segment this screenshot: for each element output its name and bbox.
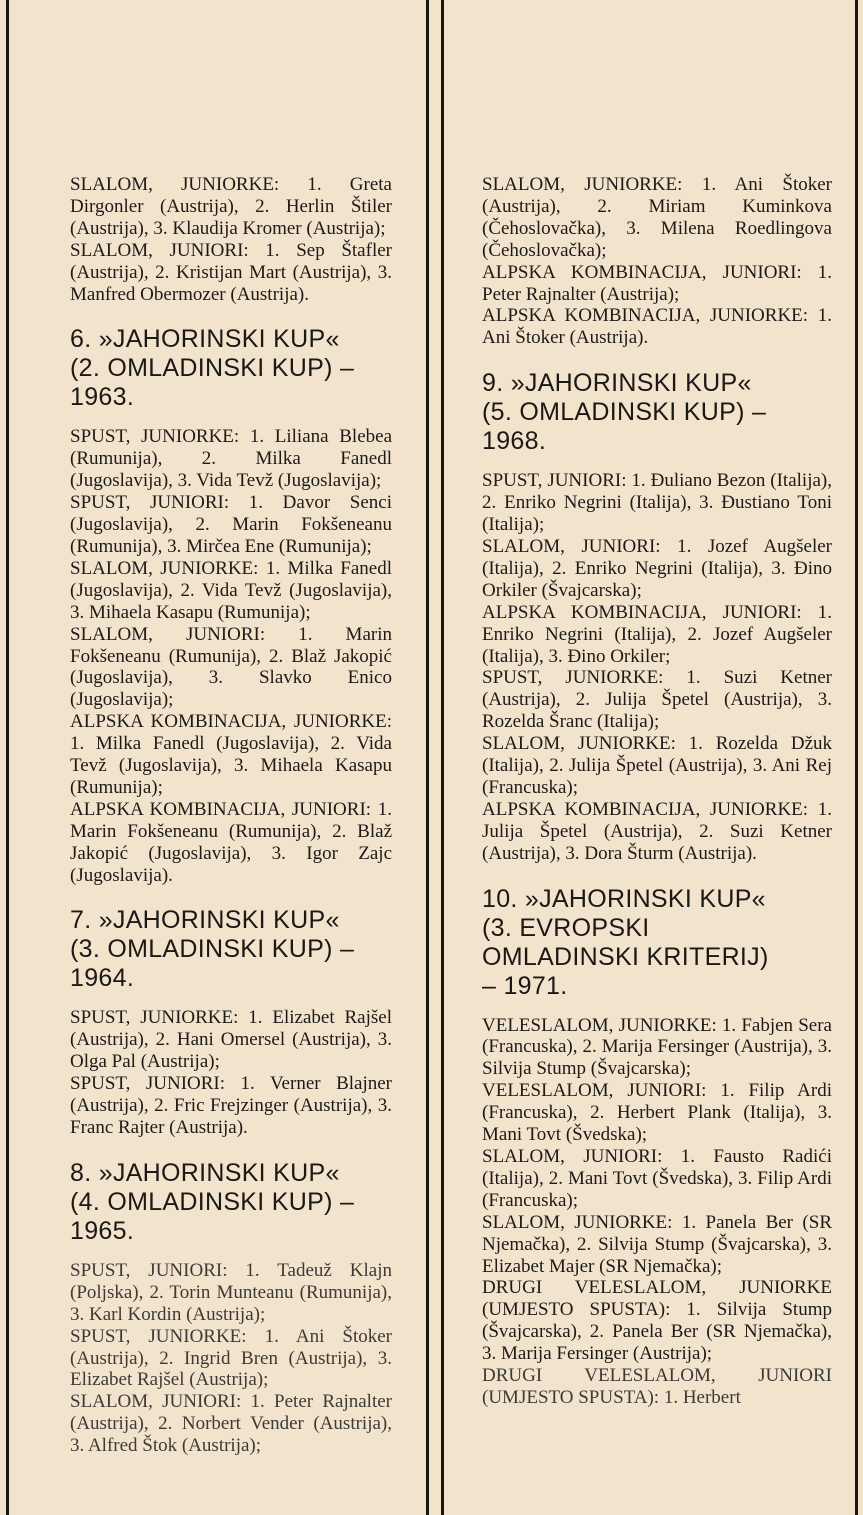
result-paragraph: ALPSKA KOMBINACIJA, JUNIORI: 1. Marin Fokšeneanu (Rumunija), 2. Blaž Jakopić (Jugoslavija), 3. Igor Zajc (Jugoslavija). xyxy=(70,798,392,886)
section-heading-9: 9. »JAHORINSKI KUP« (5. OMLADINSKI KUP) – 1968. xyxy=(482,369,767,456)
result-paragraph: SLALOM, JUNIORKE: 1. Greta Dirgonler (Austrija), 2. Herlin Štiler (Austrija), 3. Klaudija Kromer (Austrija); xyxy=(70,174,392,239)
result-paragraph: SLALOM, JUNIORI: 1. Jozef Augšeler (Italija), 2. Enriko Negrini (Italija), 3. Đino Orkiler (Švajcarska); xyxy=(482,535,832,601)
result-paragraph: VELESLALOM, JUNIORKE: 1. Fabjen Sera (Francuska), 2. Marija Fersinger (Austrija), 3. Silvija Stump (Švajcarska); xyxy=(482,1014,832,1080)
center-divider-rule xyxy=(426,0,429,1515)
left-border-rule xyxy=(6,0,9,1515)
right-column xyxy=(482,174,832,1409)
result-paragraph: SPUST, JUNIORI: 1. Tadeuž Klajn (Poljska), 2. Torin Munteanu (Rumunija), 3. Karl Kordin (Austrija); xyxy=(70,1259,392,1325)
section-heading-7: 7. »JAHORINSKI KUP« (3. OMLADINSKI KUP) – 1964. xyxy=(70,906,355,993)
result-paragraph: SLALOM, JUNIORI: 1. Peter Rajnalter (Austrija), 2. Norbert Vender (Austrija), 3. Alfred Štok (Austrija); xyxy=(70,1391,392,1457)
result-paragraph: ALPSKA KOMBINACIJA, JUNIORI: 1. Peter Rajnalter (Austrija); xyxy=(482,261,832,305)
result-paragraph: ALPSKA KOMBINACIJA, JUNIORKE: 1. Ani Štoker (Austrija). xyxy=(482,305,832,349)
result-paragraph: ALPSKA KOMBINACIJA, JUNIORI: 1. Enriko Negrini (Italija), 2. Jozef Augšeler (Italija), 3. Đino Orkiler; xyxy=(482,601,832,667)
section-heading-8: 8. »JAHORINSKI KUP« (4. OMLADINSKI KUP) – 1965. xyxy=(70,1158,355,1245)
result-paragraph: SPUST, JUNIORKE: 1. Elizabet Rajšel (Austrija), 2. Hani Omersel (Austrija), 3. Olga Pal (Austrija); xyxy=(70,1007,392,1073)
result-paragraph: SPUST, JUNIORKE: 1. Ani Štoker (Austrija), 2. Ingrid Bren (Austrija), 3. Elizabet Rajšel (Austrija); xyxy=(70,1325,392,1391)
result-paragraph: SLALOM, JUNIORKE: 1. Milka Fanedl (Jugoslavija), 2. Vida Tevž (Jugoslavija), 3. Mihaela Kasapu (Rumunija); xyxy=(70,557,392,623)
section-heading-6: 6. »JAHORINSKI KUP« (2. OMLADINSKI KUP) – 1963. xyxy=(70,325,355,412)
result-paragraph: SPUST, JUNIORKE: 1. Liliana Blebea (Rumunija), 2. Milka Fanedl (Jugoslavija), 3. Vida Tevž (Jugoslavija); xyxy=(70,426,392,492)
result-paragraph: SLALOM, JUNIORKE: 1. Ani Štoker (Austrija), 2. Miriam Kuminkova (Čehoslovačka), 3. Milena Roedlingova (Čehoslovačka); xyxy=(482,174,832,261)
result-paragraph: SPUST, JUNIORI: 1. Đuliano Bezon (Italija), 2. Enriko Negrini (Italija), 3. Đustiano Toni (Italija); xyxy=(482,470,832,536)
result-paragraph: DRUGI VELESLALOM, JUNIORKE (UMJESTO SPUSTA): 1. Silvija Stump (Švajcarska), 2. Panela Ber (SR Njemačka), 3. Marija Fersinger (Austrija); xyxy=(482,1277,832,1365)
result-paragraph: ALPSKA KOMBINACIJA, JUNIORKE: 1. Julija Špetel (Austrija), 2. Suzi Ketner (Austrija), 3. Dora Šturm (Austrija). xyxy=(482,798,832,864)
result-paragraph: DRUGI VELESLALOM, JUNIORI (UMJESTO SPUSTA): 1. Herbert xyxy=(482,1365,832,1408)
result-paragraph: SPUST, JUNIORI: 1. Verner Blajner (Austrija), 2. Fric Frejzinger (Austrija), 3. Franc Rajter (Austrija). xyxy=(70,1073,392,1138)
result-paragraph: ALPSKA KOMBINACIJA, JUNIORKE: 1. Milka Fanedl (Jugoslavija), 2. Vida Tevž (Jugoslavija), 3. Mihaela Kasapu (Rumunija); xyxy=(70,711,392,798)
result-paragraph: SLALOM, JUNIORI: 1. Fausto Radići (Italija), 2. Mani Tovt (Švedska), 3. Filip Ardi (Francuska); xyxy=(482,1146,832,1211)
result-paragraph: SPUST, JUNIORKE: 1. Suzi Ketner (Austrija), 2. Julija Špetel (Austrija), 3. Rozelda Šranc (Italija); xyxy=(482,667,832,733)
result-paragraph: VELESLALOM, JUNIORI: 1. Filip Ardi (Francuska), 2. Herbert Plank (Italija), 3. Mani Tovt (Švedska); xyxy=(482,1080,832,1146)
result-paragraph: SLALOM, JUNIORKE: 1. Rozelda Džuk (Italija), 2. Julija Špetel (Austrija), 3. Ani Rej (Francuska); xyxy=(482,733,832,798)
result-paragraph: SLALOM, JUNIORI: 1. Sep Štafler (Austrija), 2. Kristijan Mart (Austrija), 3. Manfred Obermozer (Austrija). xyxy=(70,239,392,305)
center-divider-rule-second xyxy=(441,0,444,1515)
right-border-rule xyxy=(855,0,858,1515)
result-paragraph: SPUST, JUNIORI: 1. Davor Senci (Jugoslavija), 2. Marin Fokšeneanu (Rumunija), 3. Mirčea Ene (Rumunija); xyxy=(70,492,392,557)
result-paragraph: SLALOM, JUNIORKE: 1. Panela Ber (SR Njemačka), 2. Silvija Stump (Švajcarska), 3. Elizabet Majer (SR Njemačka); xyxy=(482,1211,832,1277)
section-heading-10: 10. »JAHORINSKI KUP« (3. EVROPSKI OMLADINSKI KRITERIJ) – 1971. xyxy=(482,884,769,1000)
left-column xyxy=(70,174,392,1457)
result-paragraph: SLALOM, JUNIORI: 1. Marin Fokšeneanu (Rumunija), 2. Blaž Jakopić (Jugoslavija), 3. Slavko Enico (Jugoslavija); xyxy=(70,623,392,711)
